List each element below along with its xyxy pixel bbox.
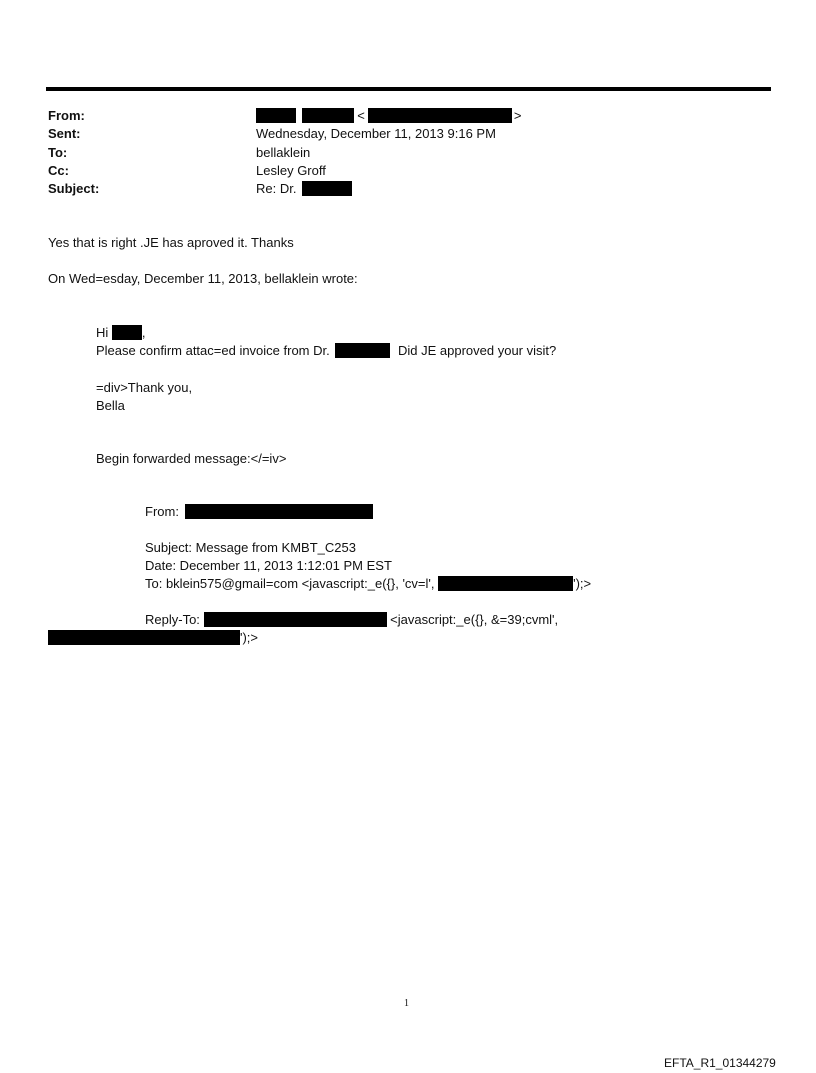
fwd-from-label: From: [145,504,179,519]
sent-label: Sent: [48,126,81,141]
fwd-date-line: Date: December 11, 2013 1:12:01 PM EST [145,558,392,573]
fwd-replyto-mid: <javascript:_e({}, &=39;cvml', [390,612,559,627]
subject-value [256,181,352,197]
to-value: bellaklein [256,145,311,160]
cc-value: Lesley Groff [256,163,326,178]
redaction-block [335,343,390,358]
subject-label: Subject: [48,181,100,196]
signature: Bella [96,398,125,413]
to-label: To: [48,145,68,160]
fwd-replyto-cont [48,630,258,646]
redaction-block [204,612,387,627]
confirm-suffix: Did JE approved your visit? [398,343,557,358]
redaction-block [185,504,373,519]
redaction-block [48,630,240,645]
greeting [96,325,146,341]
confirm-prefix: Please confirm attac=ed invoice from Dr. [96,343,330,358]
redaction-block [112,325,142,340]
fwd-to-prefix: To: bklein575@gmail=com <javascript:_e({}, 'cv=l', [145,576,435,591]
confirm-line [96,343,556,359]
fwd-to-suffix: ');> [573,576,592,591]
fwd-to-line [145,576,591,592]
thank-you-line: =div>Thank you, [96,380,193,395]
from-gt: > [513,108,522,123]
redaction-block [368,108,512,123]
greeting-hi: Hi [96,325,109,340]
fwd-subject-line: Subject: Message from KMBT_C253 [145,540,356,555]
sent-value: Wednesday, December 11, 2013 9:16 PM [256,126,496,141]
from-label: From: [48,108,85,123]
cc-label: Cc: [48,163,69,178]
forwarded-line: Begin forwarded message:</=iv> [96,451,287,466]
fwd-replyto-label: Reply-To: [145,612,200,627]
redaction-block [302,108,354,123]
fwd-from-line [145,504,373,520]
subject-prefix: Re: Dr. [256,181,297,196]
header-divider [46,87,771,91]
from-lt: < [357,108,365,123]
from-value [256,108,521,124]
document-id: EFTA_R1_01344279 [664,1056,776,1070]
fwd-replyto-line [145,612,558,628]
fwd-replyto-end: ');> [240,630,259,645]
page-number: 1 [404,998,409,1009]
redaction-block [256,108,296,123]
greeting-comma: , [141,325,146,340]
redaction-block [302,181,352,196]
quote-intro: On Wed=esday, December 11, 2013, bellaklein wrote: [48,271,358,286]
redaction-block [438,576,573,591]
reply-line: Yes that is right .JE has aproved it. Thanks [48,235,294,250]
